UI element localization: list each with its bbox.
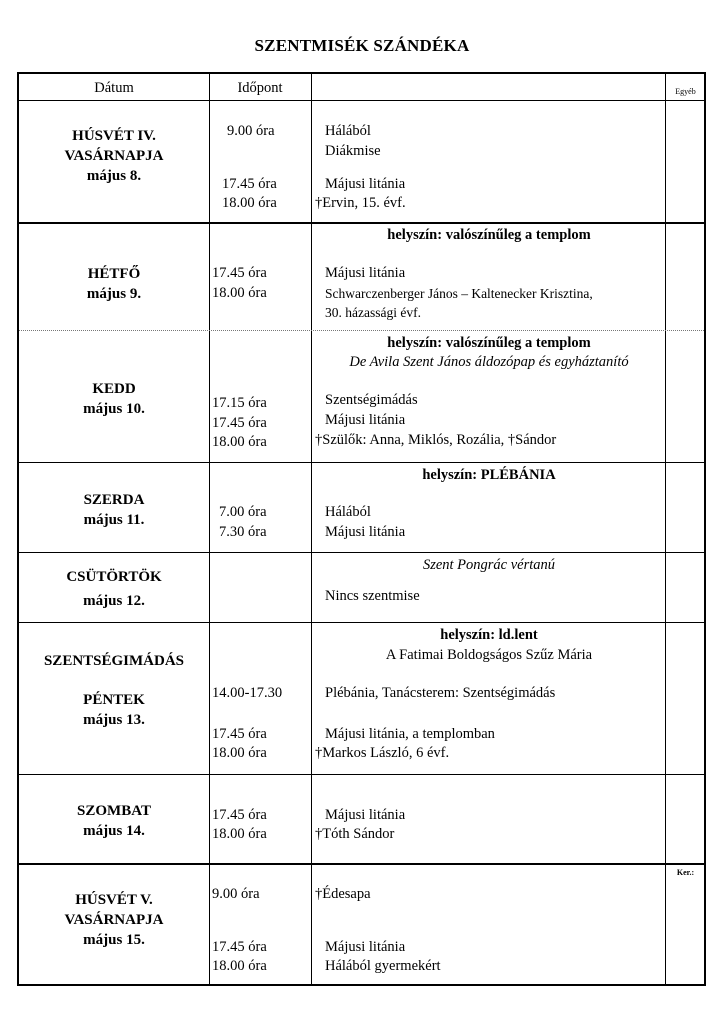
feast-note: Szent Pongrác vértanú <box>422 557 556 573</box>
intention: Hálából gyermekért <box>325 958 441 974</box>
intention: Nincs szentmise <box>325 588 420 604</box>
mass-time: 17.45 óra <box>212 415 267 431</box>
mass-time: 17.45 óra <box>212 265 267 281</box>
header-other: Egyéb <box>675 87 696 96</box>
row-divider <box>19 552 704 553</box>
day-date <box>19 801 209 841</box>
column-divider <box>209 74 210 984</box>
day-date <box>19 890 209 950</box>
mass-time: 18.00 óra <box>212 745 267 761</box>
intention: Diákmise <box>325 143 381 159</box>
mass-time: 17.45 óra <box>212 807 267 823</box>
intention: Májusi litánia <box>325 807 406 823</box>
day-date-text: május 11. <box>83 512 145 528</box>
day-date-text: május 8. <box>86 168 142 184</box>
mass-time: 18.00 óra <box>222 195 277 211</box>
intention: Májusi litánia, a templomban <box>325 726 495 742</box>
feast-note: De Avila Szent János áldozópap és egyháztanító <box>349 354 629 370</box>
day-date-text: május 13. <box>83 712 145 728</box>
intention: Hálából <box>325 504 371 520</box>
location-note: helyszín: valószínűleg a templom <box>387 335 591 351</box>
row-divider <box>19 330 704 331</box>
intention: †Markos László, 6 évf. <box>315 745 450 761</box>
row-divider <box>19 462 704 463</box>
intention: Májusi litánia <box>325 939 406 955</box>
day-date-text: május 9. <box>86 286 142 302</box>
header-time: Időpont <box>237 80 283 96</box>
day-date <box>19 126 209 186</box>
day-date <box>19 264 209 304</box>
intention: Májusi litánia <box>325 412 406 428</box>
intention: Májusi litánia <box>325 265 406 281</box>
day-date <box>19 490 209 530</box>
day-name: SZERDA <box>83 492 145 508</box>
row-divider <box>19 222 704 224</box>
day-name: HÚSVÉT V. <box>75 892 153 908</box>
schedule-table <box>17 72 706 986</box>
location-note: helyszín: valószínűleg a templom <box>387 227 591 243</box>
day-name: VASÁRNAPJA <box>64 148 164 164</box>
intention: †Szülők: Anna, Miklós, Rozália, †Sándor <box>315 432 557 448</box>
mass-time: 18.00 óra <box>212 958 267 974</box>
intention: †Ervin, 15. évf. <box>315 195 406 211</box>
day-name: HÉTFŐ <box>87 266 141 282</box>
feast-note: A Fatimai Boldogságos Szűz Mária <box>385 647 593 663</box>
row-divider <box>19 863 704 865</box>
row-divider <box>19 622 704 623</box>
intention: 30. házassági évf. <box>325 305 421 320</box>
day-name: SZENTSÉGIMÁDÁS <box>43 653 185 669</box>
day-date <box>19 651 209 671</box>
day-name: VASÁRNAPJA <box>64 912 164 928</box>
header-divider <box>19 100 704 101</box>
column-divider <box>311 74 312 984</box>
day-name: SZOMBAT <box>77 803 151 819</box>
intention: Májusi litánia <box>325 524 406 540</box>
mass-time: 17.45 óra <box>212 939 267 955</box>
mass-time: 18.00 óra <box>212 434 267 450</box>
intention: Hálából <box>325 123 371 139</box>
mass-time: 17.45 óra <box>212 726 267 742</box>
intention: Plébánia, Tanácsterem: Szentségimádás <box>325 685 556 701</box>
header-date: Dátum <box>94 80 134 96</box>
row-divider <box>19 774 704 775</box>
mass-time: 9.00 óra <box>212 886 260 902</box>
intention: Szentségimádás <box>325 392 418 408</box>
day-name: PÉNTEK <box>83 692 145 708</box>
day-name: CSÜTÖRTÖK <box>66 569 162 585</box>
location-note: helyszín: PLÉBÁNIA <box>422 467 556 483</box>
location-note: helyszín: ld.lent <box>440 627 538 643</box>
day-name: HÚSVÉT IV. <box>72 128 156 144</box>
mass-time: 9.00 óra <box>227 123 275 139</box>
mass-time: 7.00 óra <box>219 504 267 520</box>
page-title: SZENTMISÉK SZÁNDÉKA <box>254 36 470 55</box>
day-date <box>19 565 209 613</box>
day-date-text: május 14. <box>83 823 145 839</box>
mass-time: 18.00 óra <box>212 285 267 301</box>
intention: †Tóth Sándor <box>315 826 395 842</box>
day-name: KEDD <box>92 381 136 397</box>
day-date <box>19 690 209 730</box>
other-note: Ker.: <box>676 868 695 877</box>
mass-time: 17.15 óra <box>212 395 267 411</box>
day-date-text: május 10. <box>83 401 145 417</box>
intention: Májusi litánia <box>325 176 406 192</box>
column-divider <box>665 74 666 984</box>
intention: †Édesapa <box>315 886 371 902</box>
day-date-text: május 12. <box>83 593 145 609</box>
mass-time: 17.45 óra <box>222 176 277 192</box>
mass-time: 7.30 óra <box>219 524 267 540</box>
day-date-text: május 15. <box>83 932 145 948</box>
mass-time: 18.00 óra <box>212 826 267 842</box>
day-date <box>19 379 209 419</box>
mass-time: 14.00-17.30 <box>212 685 283 701</box>
intention: Schwarczenberger János – Kaltenecker Krisztina, <box>325 286 593 301</box>
